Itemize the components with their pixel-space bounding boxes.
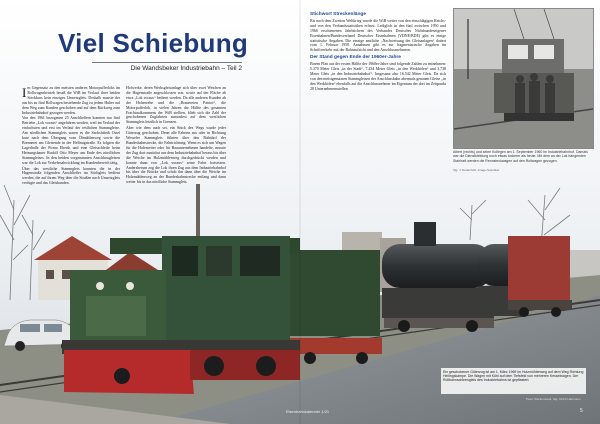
col2-paragraph-1: Hofwerke, deren Werksgleisanlage sich über zwei Weichen an die Hagenstraße angeschlossen war, sowie auf der Fläche ab etwa „Lok voraus“ bedient werden. Da alle anderen Kunden ab der Hohenrehe und die „Brauereien Patriot“, die Motorpufferlok, in vielen Jahren die Hälfte des gesamten Frachtaufkommens der WiB stellten, blieb sich die Zahl der geschobenen Zugfahrten zumindest auf dem westlichen Stammgleis letztlich in Grenzen. [126,86,226,125]
col3-paragraph-1: Bis nach dem Zweiten Weltkrieg wurde die WiB weiter von den einschlägigen Reichs- und von den Verbandsstatistiken erfasst. Lediglich in den fünf zwischen 1950 und 1966 erschienenen Jahrbüchern des Verbandes Deutscher Nichtbundeseigener Eisenbahnen/Bundesverband Deutscher Eisenbahnen (VDNE/BDE) gibt es einige statistische Angaben. Die einzige amtliche „Nachweisung der Gleisanlagen“ datiert vom 1. Februar 1958. Annahmen gibt es zur fragmentarische Angaben im Schriftverkehr mit der Bahnaufsicht und den Anschlussnehmern. [310,18,446,53]
main-photo-credit: Peter Wackenstedt, Slg. Ulrich Hartmann [526,397,581,401]
boxcar-red [508,236,572,317]
workers [515,73,555,113]
text-column-3 [310,10,446,93]
col2-paragraph-2: Aber wie dem auch sei, ein Stück des Wegs wurde jeder Güterzug geschoben. Denn alle Fahrten aus oder in Richtung Wesseler Stammgleis führten über den Bahnhof der Bundesbahnstrecke, die Fahrtrichtung. Wenn es sich um Wagen für die Hafenreiter oder für Bauunternehmen handelte, musste der Zug dort zunächst aus dem Industriebahnhof heraus bis über die Weiche im Holzmühlenweg durchgedrückt werden und konnte dann von „Lok voraus“ seine Fahrt fortsetzen. Andersherum zog die Lok ihren Zug aus dem Industriebahnhof bis über die Brücke und schob ihn dann über die Weiche im Holzmühlenweg an der Bundesbahnstrecke entlang und dann weiter bis in das nördliche Stammgleis. [126,126,226,185]
intro-paragraph-2: Von den 1961 bezogenen 25 Anschließern konnten nur fünf Betriebe „Lok voraus“ angefahren werden, weil im Verlauf der einfachsten und erst im Verlauf der restlichen Stammgleise. Am nördlichen Stammgleis waren es die Sachsfabrik Ostel kurz nach dem Übergang vom Ölmühlenweg sowie die Brennerei am Gleisende in der Hellmigstraße. Es folgten die Lagerhalle der Firma Eberth und eine Gleisschleife beim Heizungsbauer Rudolf Otto Meyer am Ende des nördlichen Stammgleises. In den beiden vorgenannten Anschlussgleisen war die Lok zur Verkehrsabwicklung im Kundenbereich tätig. [22,116,120,165]
main-photo-caption: Ein geschobener Güterzug ist am 1. März 1969 im Holzmühlenweg auf dem Weg Richtung Hellingskampe. Die Wagen mit Kühl auf dem Tiefsfeld von mehreren Kesselwagen. Der Rollbahnschleengleis des Industriebahns ist gepflastert. [441,368,586,394]
intro-paragraph-1 [22,86,120,115]
intro-paragraph-3: Über das westliche Stammgleis konnten die in der Hagenstraße folgenden Anschließer im Stichgleis bedient werden, die auf ihrem Weg über die Straßen nach Umsetzgleis verfügte und das Gleiskunden. [22,166,120,186]
page-number: 5 [580,408,583,414]
text-column-1 [22,86,120,187]
inset-photo [453,8,594,149]
heading-stand-1960er: Der Stand gegen Ende der 1960er-Jahre [310,55,401,61]
inset-caption: Albert (rechts) und seine Kollegen am 1. September 1960 im Industriebahnhof. Damals war die Dienstkleidung noch etwas lockerer als heute. Mit dem an der Lok hängenden Stahlseil werden die Rennsteckwagen auf den Rollwagen gezogen. [453,150,588,163]
wagon-green [290,250,382,364]
article-subtitle: Die Wandsbeker Industriebahn – Teil 2 [92,62,242,72]
text-column-2 [126,86,226,186]
inset-credit: Slg. J. Dodenhöft, Image-Scanflow [453,168,500,172]
heading-streckenlaenge: Stichwort Streckenlänge [310,12,366,17]
drop-cap: I [22,85,27,100]
article-title: Viel Schiebung [58,28,249,58]
chimney [196,184,200,240]
page-gutter [299,0,301,424]
col3-paragraph-2: Einem Plan aus der ersten Hälfte der 1960er-Jahre sind folgende Zahlen zu entnehmen: 5.370 Meter Gleis „in der Stadt“, 7.434 Meter Gleis „in den Werkhöfen“ und 3.738 Meter Gleis „in den Industriebahnhof“. Insgesamt also 16.542 Meter Gleis. Da sich von den meistgenutzten Stammgleisen der Anschlussbahn abermals genauen Gleise „in den Werkhöfen“ ebenfalls auf die Anschlussnehmer im Eigentum der drei im Zeitpunkt 28 Unternehmensstellen [310,62,446,91]
magazine-footer: Eisenbahnkalender 1/21 [286,409,330,414]
buffer-beam [64,350,194,394]
inset-photo-drawing [454,9,593,148]
intro-paragraph-1-text: m Gegensatz zu den meisten anderen Motorpufferloks im Rollwagenbetrieb besaß die WiB im Verlauf ihrer beiden Steckkurs kein einziges Umsetzgleis. Deshalb musste der aus bis zu fünf Rollwagen bestehende Zug zu jedem Halter auf dem Weg zum Kunden geschoben und auf dem Rückweg zum Industriebahnhof gezogen werden. [22,86,120,115]
